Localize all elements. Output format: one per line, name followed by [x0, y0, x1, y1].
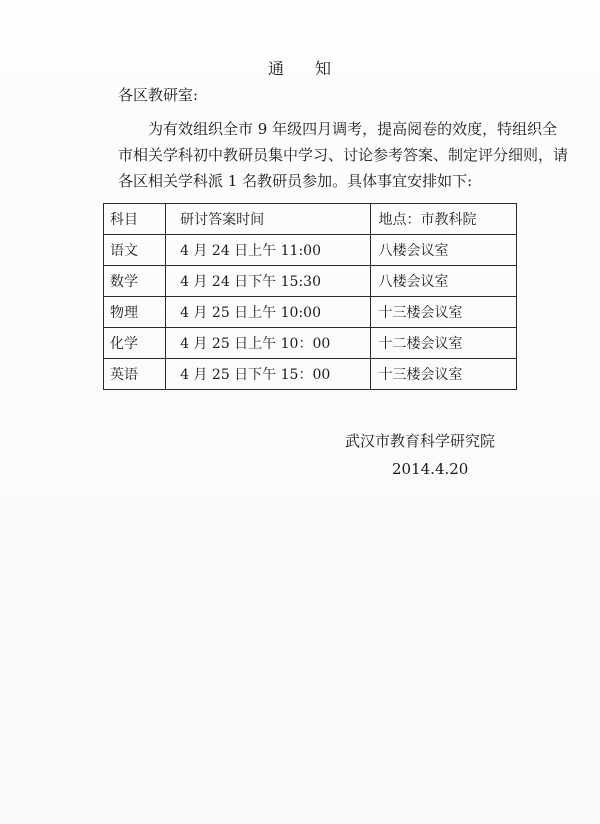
issue-date: 2014.4.20	[392, 460, 469, 478]
notice-title	[0, 56, 600, 79]
cell-location: 十二楼会议室	[370, 328, 516, 359]
table-row	[104, 359, 517, 390]
header-subject: 科目	[104, 204, 166, 235]
cell-time: 4 月 24 日下午 15:30	[166, 266, 370, 297]
salutation: 各区教研室:	[118, 86, 199, 104]
schedule-table	[103, 203, 517, 390]
cell-subject: 物理	[104, 297, 166, 328]
cell-time: 4 月 25 日下午 15：00	[166, 359, 370, 390]
body-paragraph	[118, 116, 569, 194]
table-row	[104, 235, 517, 266]
paragraph-line: 为有效组织全市 9 年级四月调考，提高阅卷的效度，特组织全	[148, 120, 558, 138]
cell-location: 八楼会议室	[370, 235, 516, 266]
header-time: 研讨答案时间	[166, 204, 370, 235]
cell-subject: 数学	[104, 266, 166, 297]
cell-location: 八楼会议室	[370, 266, 516, 297]
paragraph-line: 各区相关学科派 1 名教研员参加。具体事宜安排如下:	[118, 172, 473, 190]
cell-time: 4 月 24 日上午 11:00	[166, 235, 370, 266]
table-row	[104, 266, 517, 297]
cell-time: 4 月 25 日上午 10:00	[166, 297, 370, 328]
table-header-row	[104, 204, 517, 235]
table-row	[104, 297, 517, 328]
title-char-2: 知	[315, 59, 333, 78]
paragraph-line: 市相关学科初中教研员集中学习、讨论参考答案、制定评分细则，请	[118, 146, 569, 164]
cell-subject: 英语	[104, 359, 166, 390]
cell-subject: 化学	[104, 328, 166, 359]
cell-location: 十三楼会议室	[370, 359, 516, 390]
cell-location: 十三楼会议室	[370, 297, 516, 328]
cell-subject: 语文	[104, 235, 166, 266]
cell-time: 4 月 25 日上午 10：00	[166, 328, 370, 359]
title-char-1: 通	[267, 59, 285, 78]
table-row	[104, 328, 517, 359]
header-location: 地点：市教科院	[370, 204, 516, 235]
issuing-organization: 武汉市教育科学研究院	[345, 432, 496, 450]
